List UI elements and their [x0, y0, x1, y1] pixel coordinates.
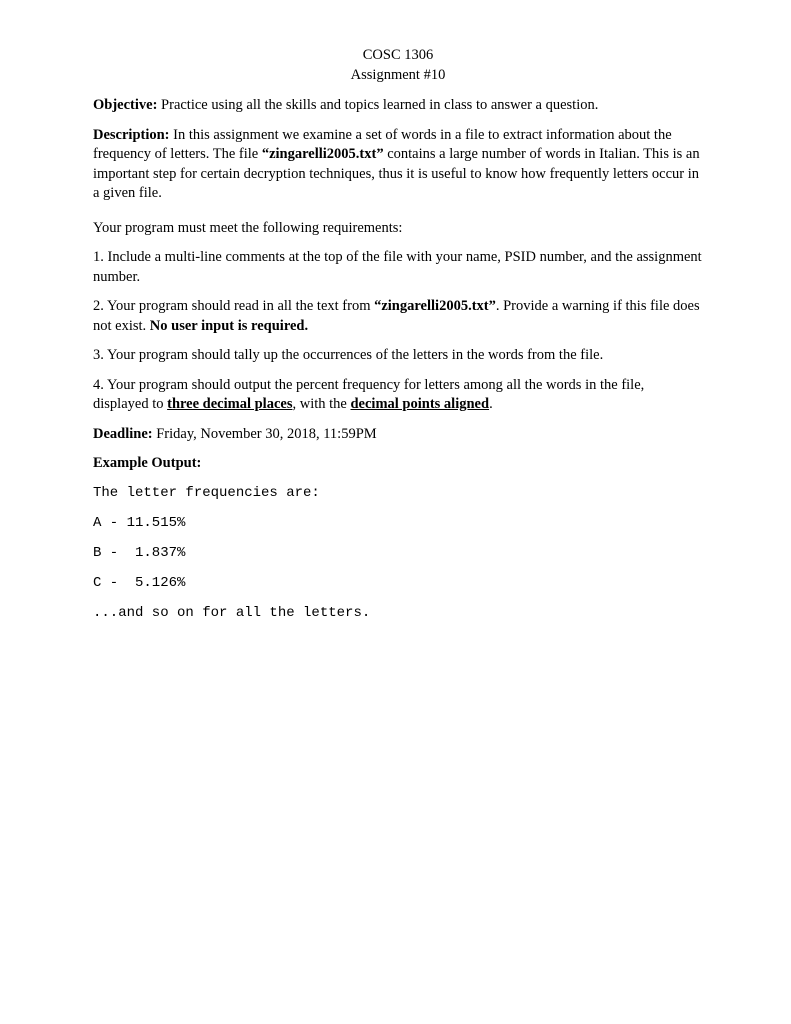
- requirement-4: [93, 376, 703, 415]
- document-header: [93, 46, 703, 85]
- requirements-intro: Your program must meet the following requirements:: [93, 219, 403, 236]
- deadline-paragraph: [93, 425, 703, 445]
- deadline-label: Deadline:: [93, 425, 153, 442]
- objective-paragraph: [93, 96, 703, 116]
- document-page: [93, 46, 703, 634]
- description-text-1: In this assignment we examine a set of words in a file to extract information about the frequency of letters. The file: [93, 126, 672, 162]
- objective-text: Practice using all the skills and topics learned in class to answer a question.: [157, 97, 599, 113]
- requirement-4-text-a: 4. Your program should output the percent frequency for letters among all the words in the file, displayed to: [93, 376, 645, 412]
- description-filename: “zingarelli2005.txt”: [261, 146, 384, 162]
- requirement-4-text-b: , with the: [292, 396, 351, 412]
- example-line-1: The letter frequencies are:: [93, 484, 320, 501]
- objective-label: Objective:: [93, 97, 158, 113]
- requirement-3: 3. Your program should tally up the occurrences of the letters in the words from the file.: [93, 347, 604, 363]
- deadline-text: Friday, November 30, 2018, 11:59PM: [152, 425, 377, 442]
- example-line-3: B - 1.837%: [93, 544, 186, 561]
- description-paragraph: [93, 126, 703, 204]
- requirement-4-emphasis-2: decimal points aligned: [350, 396, 490, 412]
- description-label: Description:: [93, 126, 170, 143]
- requirement-2-text-a: 2. Your program should read in all the text from: [93, 298, 375, 314]
- example-output-label: Example Output:: [93, 455, 202, 471]
- requirement-2-filename: “zingarelli2005.txt”: [374, 298, 496, 314]
- description-text-2: contains a large number of words in Italian. This is an important step for certain decryption techniques, thus it is useful to know how frequently letters occur in a given file.: [93, 146, 700, 201]
- example-line-5: ...and so on for all the letters.: [93, 604, 371, 621]
- requirement-4-text-c: .: [489, 396, 493, 412]
- requirement-4-emphasis-1: three decimal places: [167, 396, 293, 412]
- course-title: COSC 1306: [362, 47, 434, 63]
- requirement-2: [93, 297, 703, 336]
- example-line-4: C - 5.126%: [93, 574, 186, 591]
- example-line-2: A - 11.515%: [93, 514, 186, 531]
- assignment-title: Assignment #10: [350, 66, 446, 83]
- requirement-2-bold: No user input is required.: [149, 317, 309, 334]
- requirement-2-text-b: . Provide a warning if this file does not exist.: [93, 298, 700, 334]
- requirement-1: 1. Include a multi-line comments at the top of the file with your name, PSID number, and the assignment number.: [93, 249, 702, 285]
